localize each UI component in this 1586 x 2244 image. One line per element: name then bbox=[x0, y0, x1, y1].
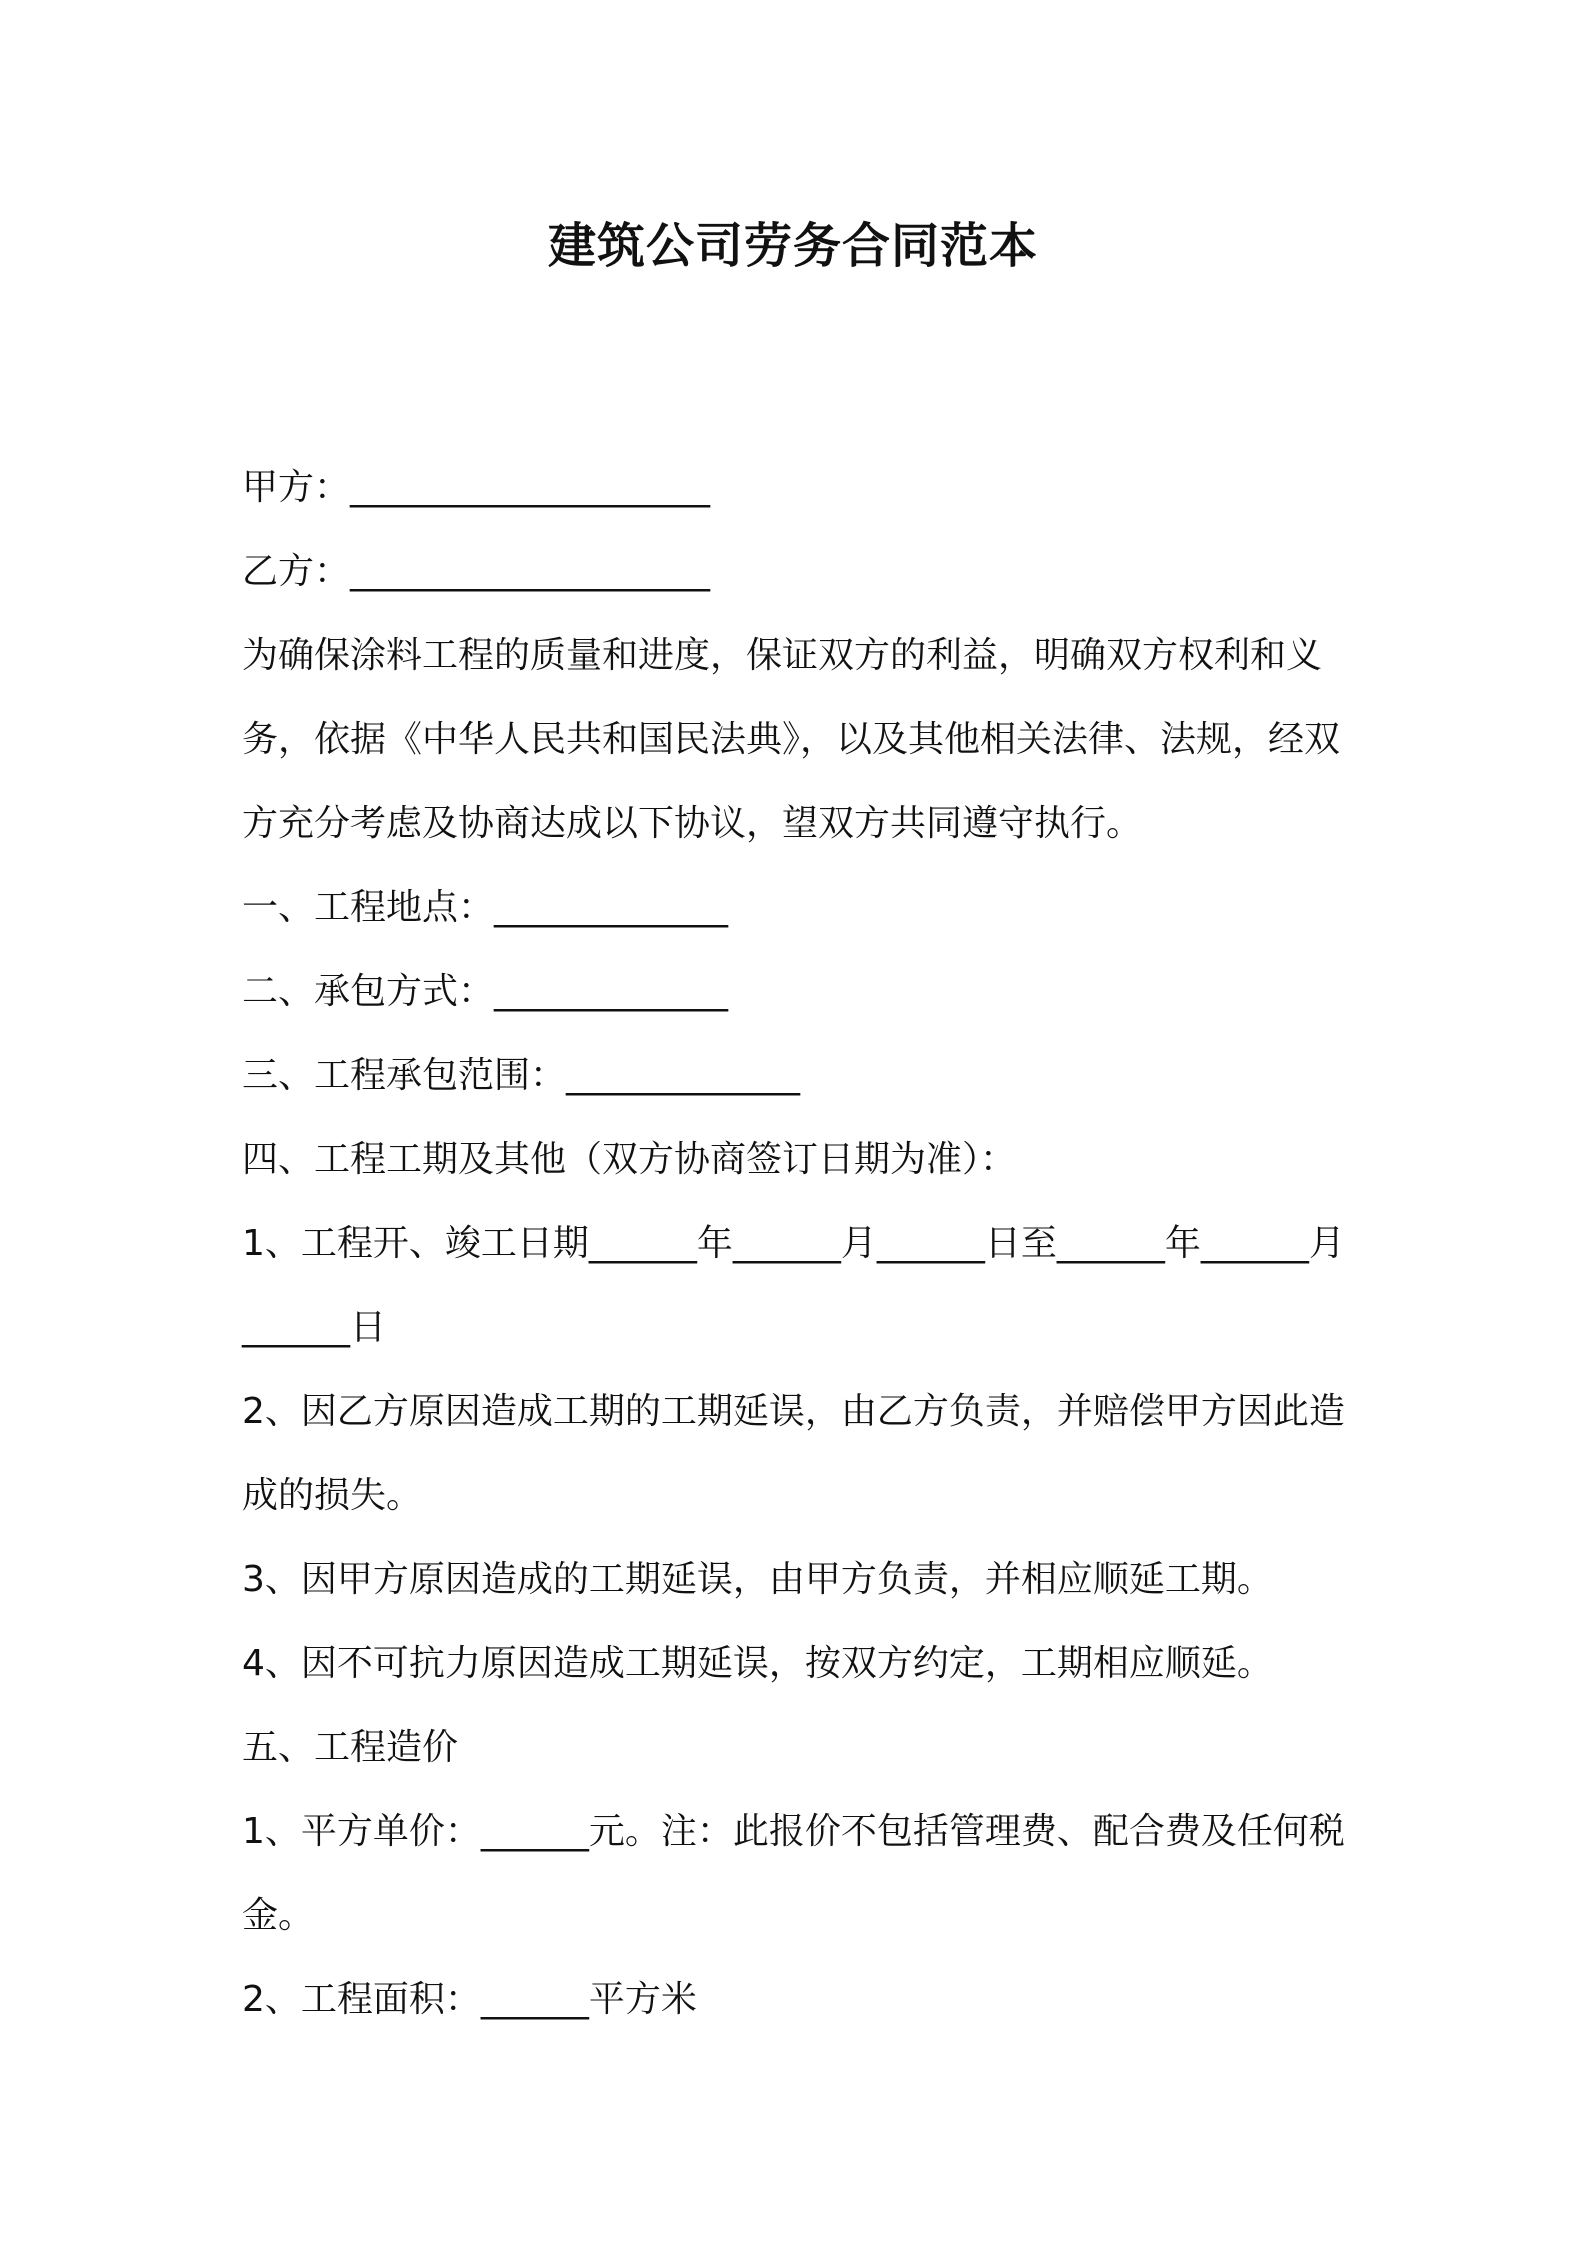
section-project-cost: 五、工程造价 bbox=[242, 1727, 459, 1768]
document-body bbox=[242, 446, 1362, 2042]
section-project-location: 一、工程地点：_____________ bbox=[242, 887, 729, 928]
party-a-line: 甲方：____________________ bbox=[242, 467, 711, 508]
section-contract-method: 二、承包方式：_____________ bbox=[242, 971, 729, 1012]
clause-project-area: 2、工程面积：______平方米 bbox=[242, 1979, 697, 2020]
clause-start-end-dates: 1、工程开、竣工日期______年______月______日至______年______月______日 bbox=[242, 1223, 1345, 1348]
clause-party-b-delay: 2、因乙方原因造成工期的工期延误，由乙方负责，并赔偿甲方因此造成的损失。 bbox=[242, 1391, 1345, 1516]
clause-unit-price: 1、平方单价：______元。注：此报价不包括管理费、配合费及任何税金。 bbox=[242, 1811, 1345, 1936]
document-title: 建筑公司劳务合同范本 bbox=[547, 218, 1038, 274]
section-project-scope: 三、工程承包范围：_____________ bbox=[242, 1055, 801, 1096]
preamble-paragraph: 为确保涂料工程的质量和进度，保证双方的利益，明确双方权利和义务，依据《中华人民共和国民法典》，以及其他相关法律、法规，经双方充分考虑及协商达成以下协议，望双方共同遵守执行。 bbox=[242, 635, 1341, 844]
party-b-line: 乙方：____________________ bbox=[242, 551, 711, 592]
clause-party-a-delay: 3、因甲方原因造成的工期延误，由甲方负责，并相应顺延工期。 bbox=[242, 1559, 1273, 1600]
section-project-schedule: 四、工程工期及其他（双方协商签订日期为准）： bbox=[242, 1139, 1017, 1180]
clause-force-majeure: 4、因不可抗力原因造成工期延误，按双方约定，工期相应顺延。 bbox=[242, 1643, 1273, 1684]
